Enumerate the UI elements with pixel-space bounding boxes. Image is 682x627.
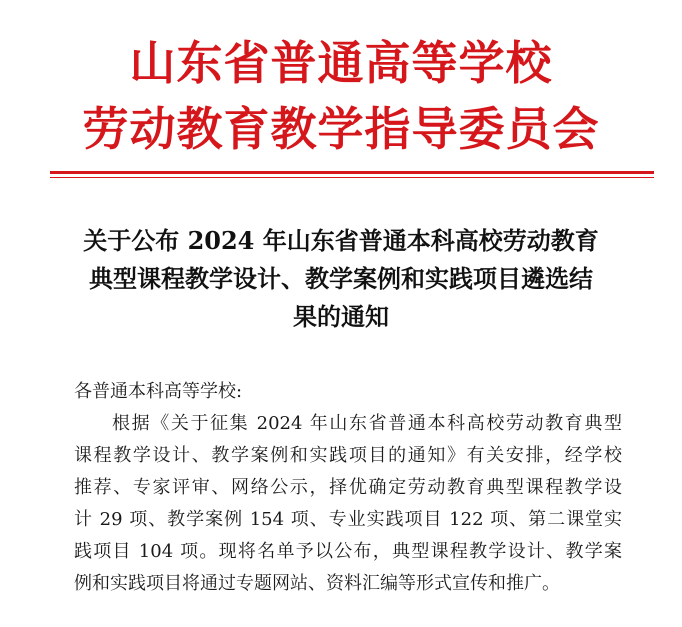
body-line: 践项目 104 项。现将名单予以公布，典型课程教学设计、教学案 [74,541,622,562]
organization-name-line-2: 劳动教育教学指导委员会 [82,102,600,156]
salutation: 各普通本科高等学校: [74,381,243,402]
notice-body [74,376,622,600]
notice-title-line: 果的通知 [293,302,389,331]
body-line: 根据《关于征集 2024 年山东省普通本科高校劳动教育典型 [112,413,622,434]
body-line: 例和实践项目将通过专题网站、资料汇编等形式宣传和推广。 [74,573,560,594]
organization-header [0,30,682,162]
body-line: 计 29 项、教学案例 154 项、专业实践项目 122 项、第二课堂实 [74,509,622,530]
body-line: 推荐、专家评审、网络公示，择优确定劳动教育典型课程教学设 [74,477,622,498]
organization-name-line-1: 山东省普通高等学校 [129,36,553,90]
notice-title [60,222,622,336]
notice-title-line: 关于公布 2024 年山东省普通本科高校劳动教育 [83,226,599,255]
notice-title-line: 典型课程教学设计、教学案例和实践项目遴选结 [89,264,593,293]
header-divider-thick [50,171,654,174]
header-divider-thin [50,177,654,178]
body-line: 课程教学设计、教学案例和实践项目的通知》有关安排，经学校 [74,445,622,466]
